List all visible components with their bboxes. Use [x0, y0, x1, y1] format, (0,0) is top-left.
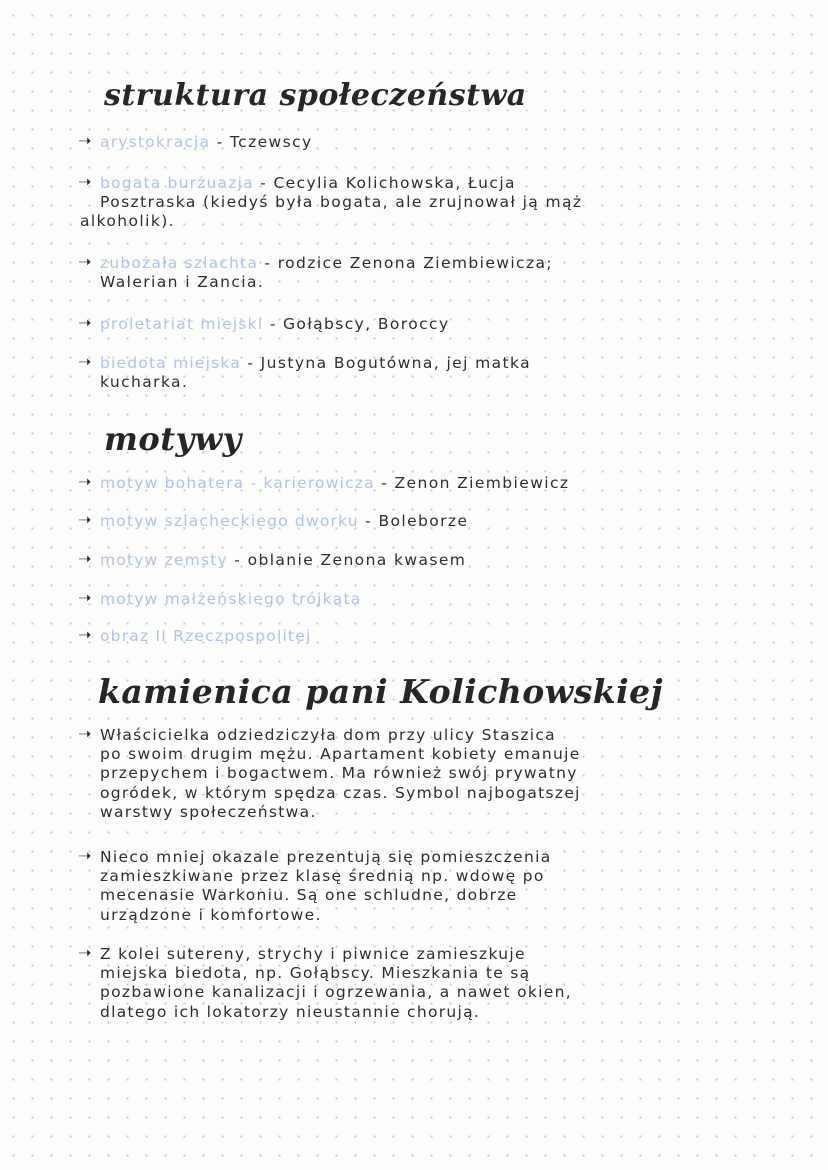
section-title-tenement: kamienica pani Kolichowskiej [98, 672, 664, 711]
paragraph-line: po swoim drugim mężu. Apartament kobiety emanuje [100, 745, 581, 764]
list-item [80, 174, 750, 231]
arrow-icon: ➝ [78, 625, 92, 644]
paragraph-line: Z kolei sutereny, strychy i piwnice zamieszkuje [100, 945, 526, 963]
list-item [80, 627, 750, 646]
paragraph-line: urządzone i komfortowe. [100, 905, 322, 924]
arrow-icon: ➝ [78, 172, 92, 191]
term: motyw bohatera - karierowicza [100, 474, 375, 492]
paragraph-line: Nieco mniej okazale prezentują się pomieszczenia [100, 848, 552, 866]
arrow-icon: ➝ [78, 943, 92, 962]
paragraph [80, 726, 760, 822]
paragraph-line: zamieszkiwane przez klasę średnią np. wdowę po [100, 867, 545, 886]
arrow-icon: ➝ [78, 472, 92, 491]
description: - Tczewscy [210, 133, 313, 151]
list-item [80, 590, 750, 609]
arrow-icon: ➝ [78, 724, 92, 743]
list-item [80, 551, 750, 570]
list-item [80, 474, 750, 493]
arrow-icon: ➝ [78, 131, 92, 150]
paragraph-line: ogródek, w którym spędza czas. Symbol najbogatszej [100, 783, 581, 802]
paragraph-line: pozbawione kanalizacji i ogrzewania, a nawet okien, [100, 983, 572, 1002]
paragraph [80, 945, 760, 1022]
paragraph-line: miejska biedota, np. Gołąbscy. Mieszkania te są [100, 964, 531, 983]
term: bogata burżuazja [100, 174, 254, 192]
paragraph-line: przepychem i bogactwem. Ma również swój prywatny [100, 764, 578, 783]
term: zubożała szlachta [100, 254, 259, 272]
description-cont: Walerian i Zancia. [100, 273, 265, 291]
arrow-icon: ➝ [78, 588, 92, 607]
paragraph-line: Właścicielka odziedziczyła dom przy ulicy Staszica [100, 726, 556, 744]
term: arystokracja [100, 133, 211, 151]
arrow-icon: ➝ [78, 510, 92, 529]
description: - Justyna Bogutówna, jej matka [241, 354, 531, 372]
term: proletariat miejski [100, 315, 264, 333]
description: - Cecylia Kolichowska, Łucja [253, 174, 516, 192]
arrow-icon: ➝ [78, 846, 92, 865]
arrow-icon: ➝ [78, 549, 92, 568]
list-item [80, 133, 750, 152]
description: - Boleborze [358, 512, 469, 530]
description: - rodzice Zenona Ziembiewicza; [258, 254, 554, 272]
term: motyw zemsty [100, 551, 228, 569]
term: biedota miejska [100, 354, 242, 372]
paragraph-line: dlatego ich lokatorzy nieustannie chorują. [100, 1002, 481, 1021]
arrow-icon: ➝ [78, 352, 92, 371]
description-cont: kucharka. [100, 373, 189, 391]
paragraph-line: warstwy społeczeństwa. [100, 802, 317, 821]
description: - oblanie Zenona kwasem [227, 551, 467, 569]
list-item [80, 315, 750, 334]
section-title-motifs: motywy [104, 420, 242, 458]
description-cont: Posztraska (kiedyś była bogata, ale zrujnował ją mąż [100, 193, 583, 211]
term: motyw szlacheckiego dworku [100, 512, 359, 530]
list-item [80, 512, 750, 531]
description-cont: alkoholik). [80, 212, 175, 230]
list-item [80, 354, 750, 392]
term: obraz II Rzeczpospolitej [100, 627, 312, 645]
arrow-icon: ➝ [78, 252, 92, 271]
list-item [80, 254, 750, 292]
paragraph-line: mecenasie Warkoniu. Są one schludne, dobrze [100, 886, 518, 905]
paragraph [80, 848, 760, 925]
term: motyw małżeńskiego trójkąta [100, 590, 362, 608]
section-title-structure: struktura społeczeństwa [104, 78, 527, 113]
arrow-icon: ➝ [78, 313, 92, 332]
description: - Gołąbscy, Boroccy [263, 315, 450, 333]
description: - Zenon Ziembiewicz [374, 474, 570, 492]
